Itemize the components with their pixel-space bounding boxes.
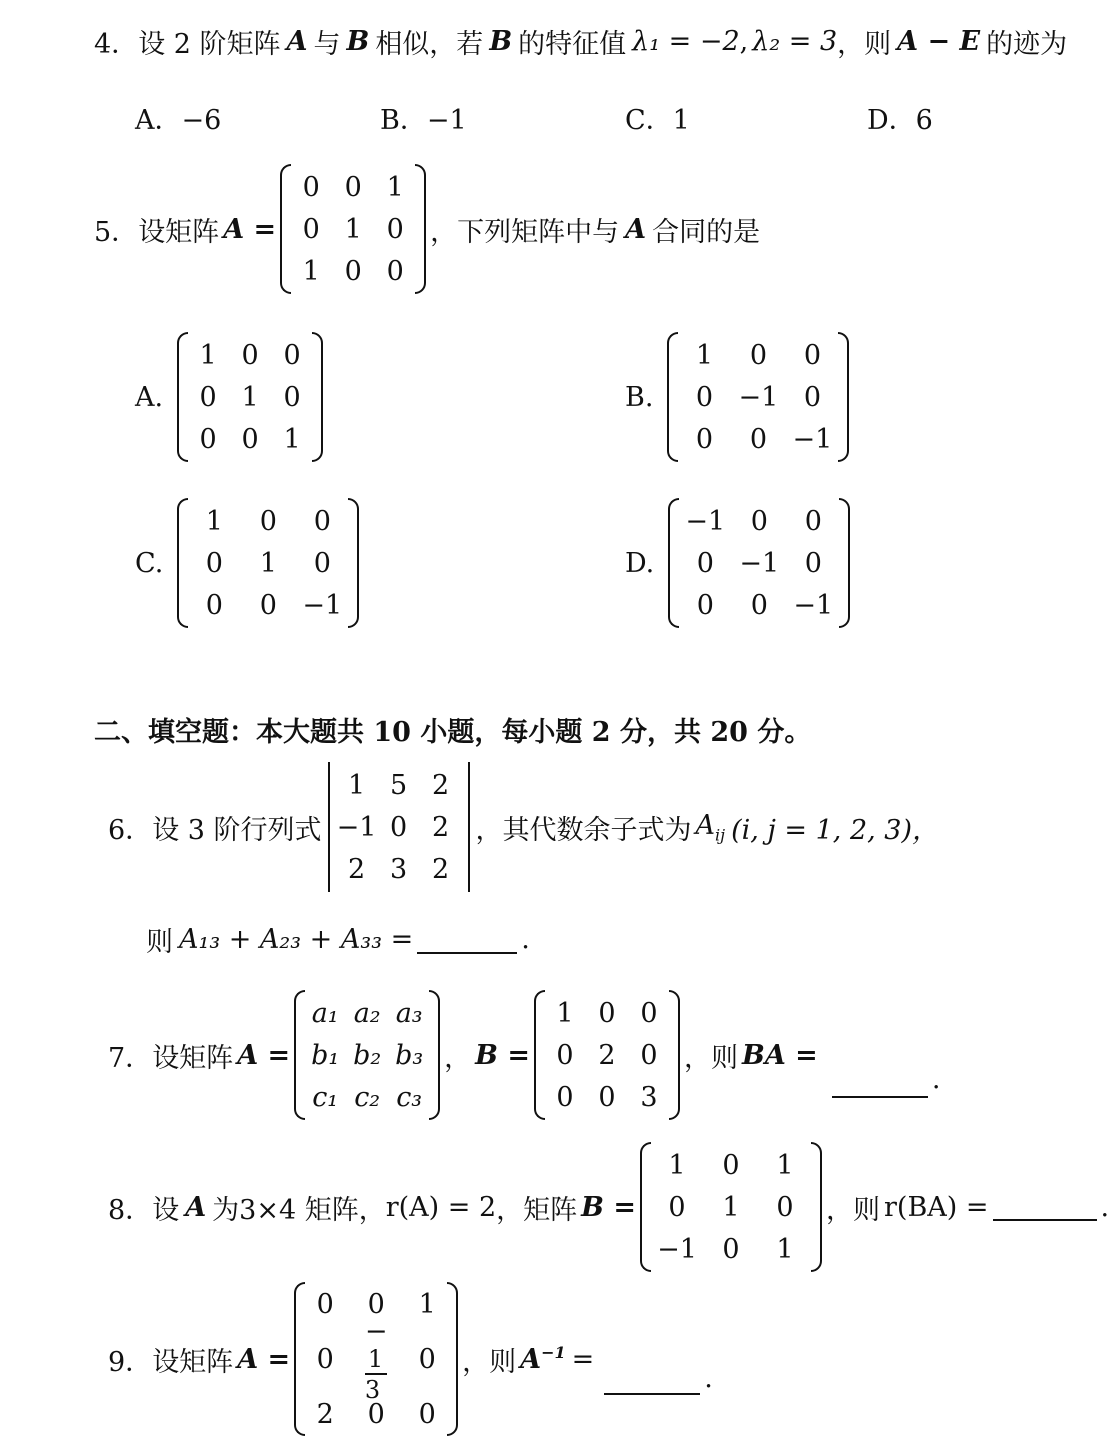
fraction-denominator: 3 — [364, 1376, 381, 1404]
q5-matrix-name: A — [625, 213, 647, 245]
q6-answer-blank[interactable] — [417, 926, 517, 954]
matrix-cell: −1 — [738, 381, 779, 413]
matrix-cell: 0 — [598, 1081, 616, 1113]
section-2-heading: 二、填空题：本大题共 10 小题，每小题 2 分，共 20 分。 — [94, 717, 812, 748]
matrix-cell: 1 — [205, 505, 223, 537]
q7-separator: ， — [444, 1042, 472, 1074]
matrix-cell: 0 — [313, 505, 331, 537]
q4-text-f: 的迹为 — [986, 29, 1068, 60]
matrix-cell: 0 — [259, 505, 277, 537]
matrix-cell: 0 — [418, 1398, 436, 1430]
matrix-cell: 0 — [316, 1343, 334, 1375]
matrix-cell: 0 — [556, 1081, 574, 1113]
q4-lambda1: λ₁ = −2 — [632, 26, 740, 57]
q8-expression: r(BA) = — [884, 1191, 989, 1223]
q8-text-a: 设 — [152, 1194, 180, 1226]
fraction — [365, 1347, 388, 1402]
q7-number: 7． — [108, 1042, 153, 1074]
q6-cofactor-base: A — [695, 809, 716, 841]
matrix-cell: 1 — [668, 1149, 686, 1181]
q4-text-c: 相似，若 — [375, 29, 484, 60]
q5-option-d-matrix — [668, 498, 850, 628]
q9-end: . — [704, 1362, 713, 1394]
q4-option-a: A．−6 — [135, 105, 222, 136]
q7-matrix-b — [534, 990, 680, 1120]
q7-end: . — [931, 1063, 941, 1095]
matrix-cell: 0 — [803, 339, 822, 371]
matrix-cell: 0 — [668, 1191, 686, 1223]
det-cell: 2 — [347, 853, 366, 885]
matrix-cell: −1 — [793, 589, 834, 621]
q5-text-c: 合同的是 — [652, 216, 761, 248]
matrix-cell: 0 — [386, 213, 404, 245]
q6-end: . — [521, 924, 530, 955]
q7-text-b: ，则 — [684, 1042, 739, 1074]
q5-option-b-label: B. — [625, 381, 654, 413]
q5-option-c-matrix — [177, 498, 359, 628]
matrix-cell: 0 — [696, 589, 714, 621]
q4-text-e: ，则 — [837, 29, 892, 60]
q4-option-d: D．6 — [867, 105, 933, 136]
matrix-cell: 0 — [695, 381, 714, 413]
q8-stem — [108, 1142, 1109, 1272]
q4-matrix-b2: B — [489, 26, 513, 57]
q9-equals: = — [571, 1343, 595, 1375]
q9-inverse-exponent: −1 — [541, 1343, 566, 1362]
matrix-cell: 0 — [750, 505, 768, 537]
q9-stem — [108, 1282, 713, 1436]
matrix-cell: 0 — [749, 339, 768, 371]
q5-number: 5． — [94, 216, 139, 248]
q9-inverse-base: A — [520, 1344, 542, 1375]
matrix-cell: a₂ — [353, 997, 381, 1029]
matrix-cell: 0 — [803, 381, 822, 413]
q7-stem — [108, 990, 940, 1120]
q6-line2-text: 则 — [146, 927, 173, 958]
matrix-cell: 2 — [316, 1398, 334, 1430]
q5-option-c-label: C. — [135, 547, 164, 579]
matrix-cell: 0 — [804, 547, 822, 579]
matrix-cell: 0 — [640, 997, 658, 1029]
matrix-cell: 0 — [804, 505, 822, 537]
q8-lhs: B = — [581, 1191, 636, 1223]
q4-text-a: 设 2 阶矩阵 — [138, 29, 281, 60]
det-cell: 2 — [431, 853, 450, 885]
det-cell: 5 — [389, 769, 408, 801]
q9-lhs: A = — [237, 1343, 291, 1375]
matrix-cell: 0 — [344, 255, 362, 287]
q6-index-range: (i, j = 1, 2, 3)， — [731, 814, 940, 846]
matrix-cell: 0 — [640, 1039, 658, 1071]
q6-cofactor-sub: ij — [715, 825, 726, 845]
q6-stem — [108, 762, 939, 892]
q7-expression: BA = — [742, 1039, 818, 1071]
matrix-cell: 0 — [367, 1288, 385, 1320]
matrix-cell: 1 — [302, 255, 320, 287]
matrix-cell: 1 — [199, 339, 217, 371]
matrix-cell: 0 — [313, 547, 331, 579]
q4-text-d: 的特征值 — [518, 29, 627, 60]
fraction-sign: − — [364, 1316, 388, 1347]
q8-text-b: 为3×4 矩阵， — [212, 1194, 386, 1226]
matrix-cell: −1 — [739, 547, 780, 579]
matrix-cell: c₂ — [354, 1081, 381, 1113]
matrix-cell: 0 — [283, 381, 301, 413]
q8-matrix-b — [640, 1142, 822, 1272]
q8-matrix-a: A — [185, 1191, 207, 1223]
q5-option-c — [135, 498, 363, 628]
matrix-cell: 0 — [750, 589, 768, 621]
q6-sum-expression: A₁₃ + A₂₃ + A₃₃ = — [179, 924, 414, 955]
matrix-cell: 1 — [695, 339, 714, 371]
matrix-cell: 1 — [776, 1233, 794, 1265]
q5-option-a-label: A. — [135, 381, 164, 413]
det-cell: 2 — [431, 811, 450, 843]
matrix-cell: 1 — [344, 213, 362, 245]
q5-lhs: A = — [223, 213, 277, 245]
matrix-cell: 0 — [199, 381, 217, 413]
matrix-cell: b₂ — [353, 1039, 382, 1071]
matrix-cell: b₁ — [311, 1039, 340, 1071]
matrix-cell: 0 — [749, 423, 768, 455]
matrix-cell: 0 — [556, 1039, 574, 1071]
q8-number: 8． — [108, 1194, 153, 1226]
matrix-cell: 1 — [418, 1288, 436, 1320]
matrix-cell: 3 — [640, 1081, 658, 1113]
matrix-cell: 0 — [386, 255, 404, 287]
q5-option-d — [625, 498, 854, 628]
matrix-cell: 0 — [695, 423, 714, 455]
matrix-cell: 0 — [302, 171, 320, 203]
q7-text-a: 设矩阵 — [152, 1042, 234, 1074]
q4-matrix-a: A — [286, 26, 308, 57]
q7-lhs-b: B = — [475, 1039, 531, 1071]
q5-text-b: ，下列矩阵中与 — [430, 216, 620, 248]
matrix-cell: b₃ — [395, 1039, 424, 1071]
matrix-cell: 0 — [199, 423, 217, 455]
det-cell: 1 — [347, 769, 366, 801]
q5-option-b — [625, 332, 853, 462]
matrix-cell: 0 — [241, 339, 259, 371]
q9-text-a: 设矩阵 — [152, 1346, 234, 1378]
q6-text-b: ，其代数余子式为 — [475, 814, 692, 846]
matrix-cell: 0 — [283, 339, 301, 371]
matrix-cell: c₁ — [312, 1081, 339, 1113]
q4-comma: , — [739, 26, 749, 57]
matrix-cell: 0 — [418, 1343, 436, 1375]
q5-option-d-label: D. — [625, 547, 655, 579]
q8-text-c: ，矩阵 — [496, 1194, 578, 1226]
matrix-cell: −1 — [302, 589, 343, 621]
q9-matrix — [294, 1282, 458, 1436]
q4-option-b: B．−1 — [380, 105, 467, 136]
q9-answer-blank[interactable] — [604, 1367, 700, 1395]
matrix-cell: 0 — [302, 213, 320, 245]
matrix-cell: 0 — [696, 547, 714, 579]
q8-text-d: ，则 — [826, 1194, 880, 1226]
matrix-cell: a₁ — [311, 997, 339, 1029]
matrix-cell: 1 — [556, 997, 574, 1029]
matrix-cell: 0 — [241, 423, 259, 455]
q5-stem — [94, 164, 760, 294]
q4-lambda2: λ₂ = 3 — [752, 26, 838, 57]
q6-determinant — [328, 762, 470, 892]
matrix-cell: 0 — [722, 1149, 740, 1181]
matrix-cell: 2 — [598, 1039, 616, 1071]
q6-cofactor — [696, 810, 726, 844]
matrix-cell: 1 — [722, 1191, 740, 1223]
det-cell: 0 — [389, 811, 408, 843]
matrix-cell: −1 — [657, 1233, 697, 1265]
matrix-cell: 0 — [205, 589, 223, 621]
matrix-cell: a₃ — [395, 997, 423, 1029]
matrix-cell: −1 — [792, 423, 833, 455]
q7-answer-blank[interactable] — [832, 1070, 928, 1098]
q5-matrix — [280, 164, 426, 294]
matrix-cell: −1 — [685, 505, 726, 537]
matrix-cell: 0 — [776, 1191, 794, 1223]
matrix-cell: c₃ — [396, 1081, 423, 1113]
q4-stem — [94, 22, 1067, 61]
matrix-cell: 1 — [241, 381, 259, 413]
q6-number: 6． — [108, 814, 153, 846]
q5-option-a — [135, 332, 327, 462]
q8-end: . — [1100, 1191, 1109, 1223]
fraction-numerator: 1 — [365, 1347, 388, 1375]
matrix-cell: 1 — [259, 547, 277, 579]
q7-matrix-a — [294, 990, 440, 1120]
matrix-cell: 0 — [259, 589, 277, 621]
det-cell: 2 — [431, 769, 450, 801]
matrix-cell: 1 — [386, 171, 404, 203]
q6-text-a: 设 3 阶行列式 — [152, 814, 322, 846]
q9-number: 9． — [108, 1346, 153, 1378]
q6-line2 — [146, 920, 530, 959]
q5-option-b-matrix — [667, 332, 849, 462]
matrix-cell: 0 — [316, 1288, 334, 1320]
det-cell: −1 — [336, 811, 377, 843]
q4-text-b: 与 — [313, 29, 341, 60]
det-cell: 3 — [389, 853, 408, 885]
q7-lhs-a: A = — [237, 1039, 291, 1071]
q4-option-c: C．1 — [625, 105, 690, 136]
q9-inverse — [520, 1343, 566, 1375]
q9-text-b: ，则 — [462, 1346, 517, 1378]
q4-expression: A − E — [897, 26, 981, 57]
q4-number: 4． — [94, 29, 139, 60]
matrix-cell: 0 — [598, 997, 616, 1029]
q8-answer-blank[interactable] — [993, 1193, 1097, 1221]
q5-option-a-matrix — [177, 332, 323, 462]
matrix-cell: 1 — [776, 1149, 794, 1181]
q5-text-a: 设矩阵 — [138, 216, 220, 248]
matrix-cell-fraction — [365, 1316, 388, 1402]
matrix-cell: 1 — [283, 423, 301, 455]
matrix-cell: 0 — [205, 547, 223, 579]
matrix-cell: 0 — [367, 1398, 385, 1430]
q4-matrix-b: B — [346, 26, 370, 57]
matrix-cell: 0 — [722, 1233, 740, 1265]
q8-rank: r(A) = 2 — [385, 1191, 497, 1223]
matrix-cell: 0 — [344, 171, 362, 203]
